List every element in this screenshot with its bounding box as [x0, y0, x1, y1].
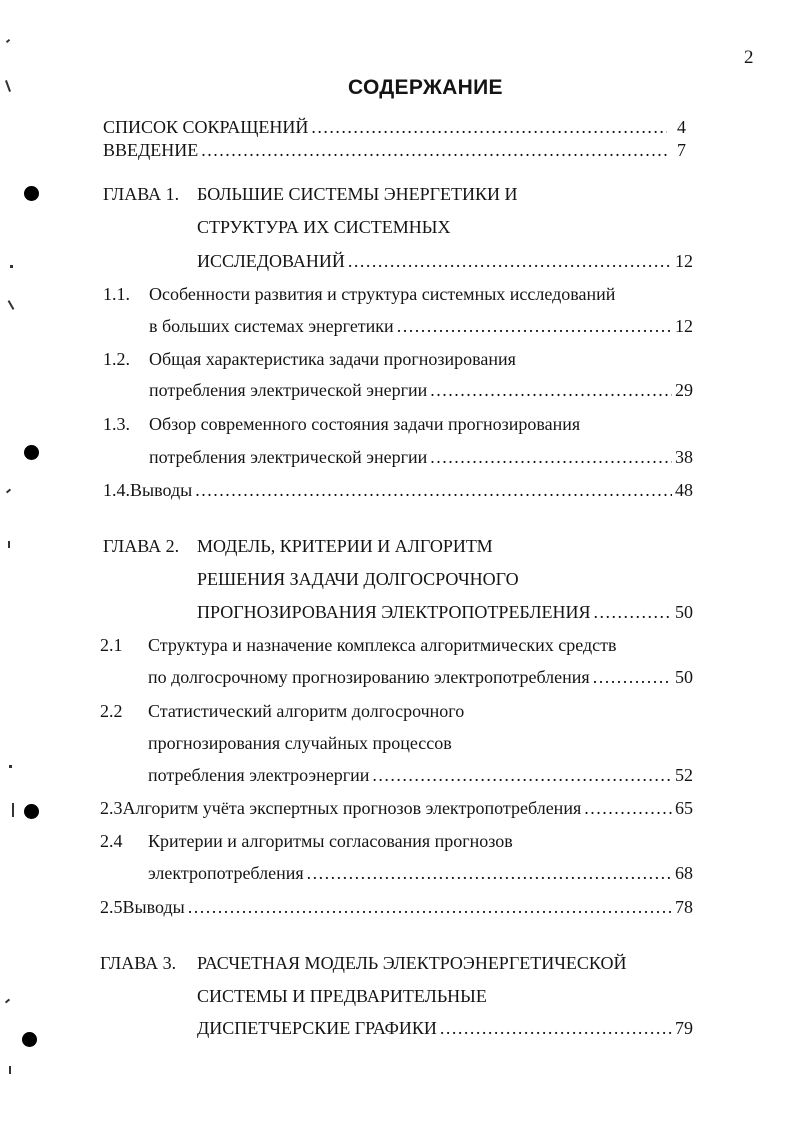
section-2-2-line-2: прогнозирования случайных процессов	[148, 733, 452, 753]
section-number: 2.1	[100, 635, 123, 655]
section-1-1[interactable]: 1.1. Особенности развития и структура системных исследований	[103, 284, 616, 304]
section-1-1-continuation[interactable]: в больших системах энергетики ..... 12	[149, 315, 693, 337]
chapter-2-title-line-2: РЕШЕНИЯ ЗАДАЧИ ДОЛГОСРОЧНОГО	[197, 569, 519, 589]
leader-dots	[348, 250, 672, 272]
section-2-1-continuation[interactable]: по долгосрочному прогнозированию электропотребления ..... 50	[148, 666, 693, 688]
scan-speck	[8, 300, 15, 310]
page-number: 2	[744, 47, 754, 68]
binder-hole-mark	[24, 804, 39, 819]
toc-entry-page: 68	[675, 863, 693, 883]
section-number: 2.3	[100, 798, 123, 818]
page-title: СОДЕРЖАНИЕ	[348, 76, 503, 99]
chapter-3-heading[interactable]	[100, 952, 626, 974]
section-number: 1.4.	[103, 480, 130, 500]
chapter-title-line: РАСЧЕТНАЯ МОДЕЛЬ ЭЛЕКТРОЭНЕРГЕТИЧЕСКОЙ	[197, 953, 627, 973]
section-number: 1.3.	[103, 414, 130, 434]
section-number: 1.1.	[103, 284, 130, 304]
section-1-3[interactable]: 1.3. Обзор современного состояния задачи прогнозирования	[103, 414, 581, 434]
leader-dots	[311, 116, 667, 138]
toc-entry-page: 4	[677, 117, 686, 137]
binder-hole-mark	[24, 445, 39, 460]
leader-dots	[584, 797, 672, 819]
toc-entry-page: 52	[675, 765, 693, 785]
scan-speck	[6, 39, 10, 43]
leader-dots	[594, 601, 672, 623]
toc-entry-page: 38	[675, 447, 693, 467]
chapter-number: ГЛАВА 3.	[100, 953, 177, 973]
binder-hole-mark	[22, 1032, 37, 1047]
toc-entry-page: 29	[675, 380, 693, 400]
toc-entry-page: 50	[675, 602, 693, 622]
section-number: 1.2.	[103, 349, 130, 369]
section-1-2[interactable]: 1.2. Общая характеристика задачи прогнозирования	[103, 349, 516, 369]
binder-hole-mark	[24, 186, 39, 201]
scan-speck	[10, 265, 13, 268]
chapter-3-title-line-2: СИСТЕМЫ И ПРЕДВАРИТЕЛЬНЫЕ	[197, 986, 487, 1006]
section-1-4[interactable]: 1.4. Выводы ..... 48	[103, 479, 693, 501]
scan-speck	[5, 80, 11, 92]
chapter-2-title-line-3[interactable]: ПРОГНОЗИРОВАНИЯ ЭЛЕКТРОПОТРЕБЛЕНИЯ ..... 50	[197, 601, 693, 623]
section-2-2[interactable]: 2.2 Статистический алгоритм долгосрочного	[100, 701, 465, 721]
chapter-1-heading[interactable]	[103, 183, 518, 205]
leader-dots	[440, 1017, 672, 1039]
toc-entry-page: 78	[675, 897, 693, 917]
leader-dots	[397, 315, 672, 337]
chapter-number: ГЛАВА 1.	[103, 184, 180, 204]
section-1-2-continuation[interactable]: потребления электрической энергии ..... 29	[149, 379, 693, 401]
chapter-title-line: БОЛЬШИЕ СИСТЕМЫ ЭНЕРГЕТИКИ И	[197, 184, 518, 204]
toc-entry-abbreviations[interactable]	[103, 116, 686, 138]
leader-dots	[307, 862, 672, 884]
chapter-title-line: МОДЕЛЬ, КРИТЕРИИ И АЛГОРИТМ	[197, 536, 493, 556]
toc-entry-text: ВВЕДЕНИЕ	[103, 140, 199, 160]
chapter-number: ГЛАВА 2.	[103, 536, 180, 556]
section-number: 2.4	[100, 831, 123, 851]
leader-dots	[372, 764, 672, 786]
section-2-2-continuation[interactable]: потребления электроэнергии ..... 52	[148, 764, 693, 786]
leader-dots	[201, 139, 667, 161]
scan-speck	[12, 803, 14, 817]
chapter-1-title-line-2: СТРУКТУРА ИХ СИСТЕМНЫХ	[197, 217, 451, 237]
toc-entry-page: 7	[677, 140, 686, 160]
chapter-3-title-line-3[interactable]: ДИСПЕТЧЕРСКИЕ ГРАФИКИ ..... 79	[197, 1017, 693, 1039]
scan-speck	[6, 489, 11, 494]
chapter-1-title-line-3[interactable]: ИССЛЕДОВАНИЙ ..... 12	[197, 250, 693, 272]
section-2-1[interactable]: 2.1 Структура и назначение комплекса алгоритмических средств	[100, 635, 617, 655]
scan-speck	[5, 999, 10, 1004]
section-number: 2.5	[100, 897, 123, 917]
leader-dots	[195, 479, 672, 501]
section-number: 2.2	[100, 701, 123, 721]
toc-entry-page: 48	[675, 480, 693, 500]
leader-dots	[430, 446, 672, 468]
section-2-4-continuation[interactable]: электропотребления ..... 68	[148, 862, 693, 884]
scan-speck	[8, 541, 10, 548]
toc-entry-page: 12	[675, 251, 693, 271]
toc-entry-page: 12	[675, 316, 693, 336]
section-2-4[interactable]: 2.4 Критерии и алгоритмы согласования прогнозов	[100, 831, 513, 851]
section-2-3[interactable]: 2.3 Алгоритм учёта экспертных прогнозов электропотребления ..... 65	[100, 797, 693, 819]
chapter-2-heading[interactable]	[103, 535, 493, 557]
scan-speck	[9, 765, 12, 768]
toc-entry-text: СПИСОК СОКРАЩЕНИЙ	[103, 117, 309, 137]
section-2-5[interactable]: 2.5 Выводы ..... 78	[100, 896, 693, 918]
toc-entry-page: 65	[675, 798, 693, 818]
leader-dots	[430, 379, 672, 401]
toc-entry-page: 79	[675, 1018, 693, 1038]
section-1-3-continuation[interactable]: потребления электрической энергии ..... 38	[149, 446, 693, 468]
scan-speck	[9, 1066, 11, 1074]
toc-entry-page: 50	[675, 667, 693, 687]
leader-dots	[188, 896, 672, 918]
leader-dots	[593, 666, 672, 688]
toc-entry-introduction[interactable]	[103, 139, 686, 161]
